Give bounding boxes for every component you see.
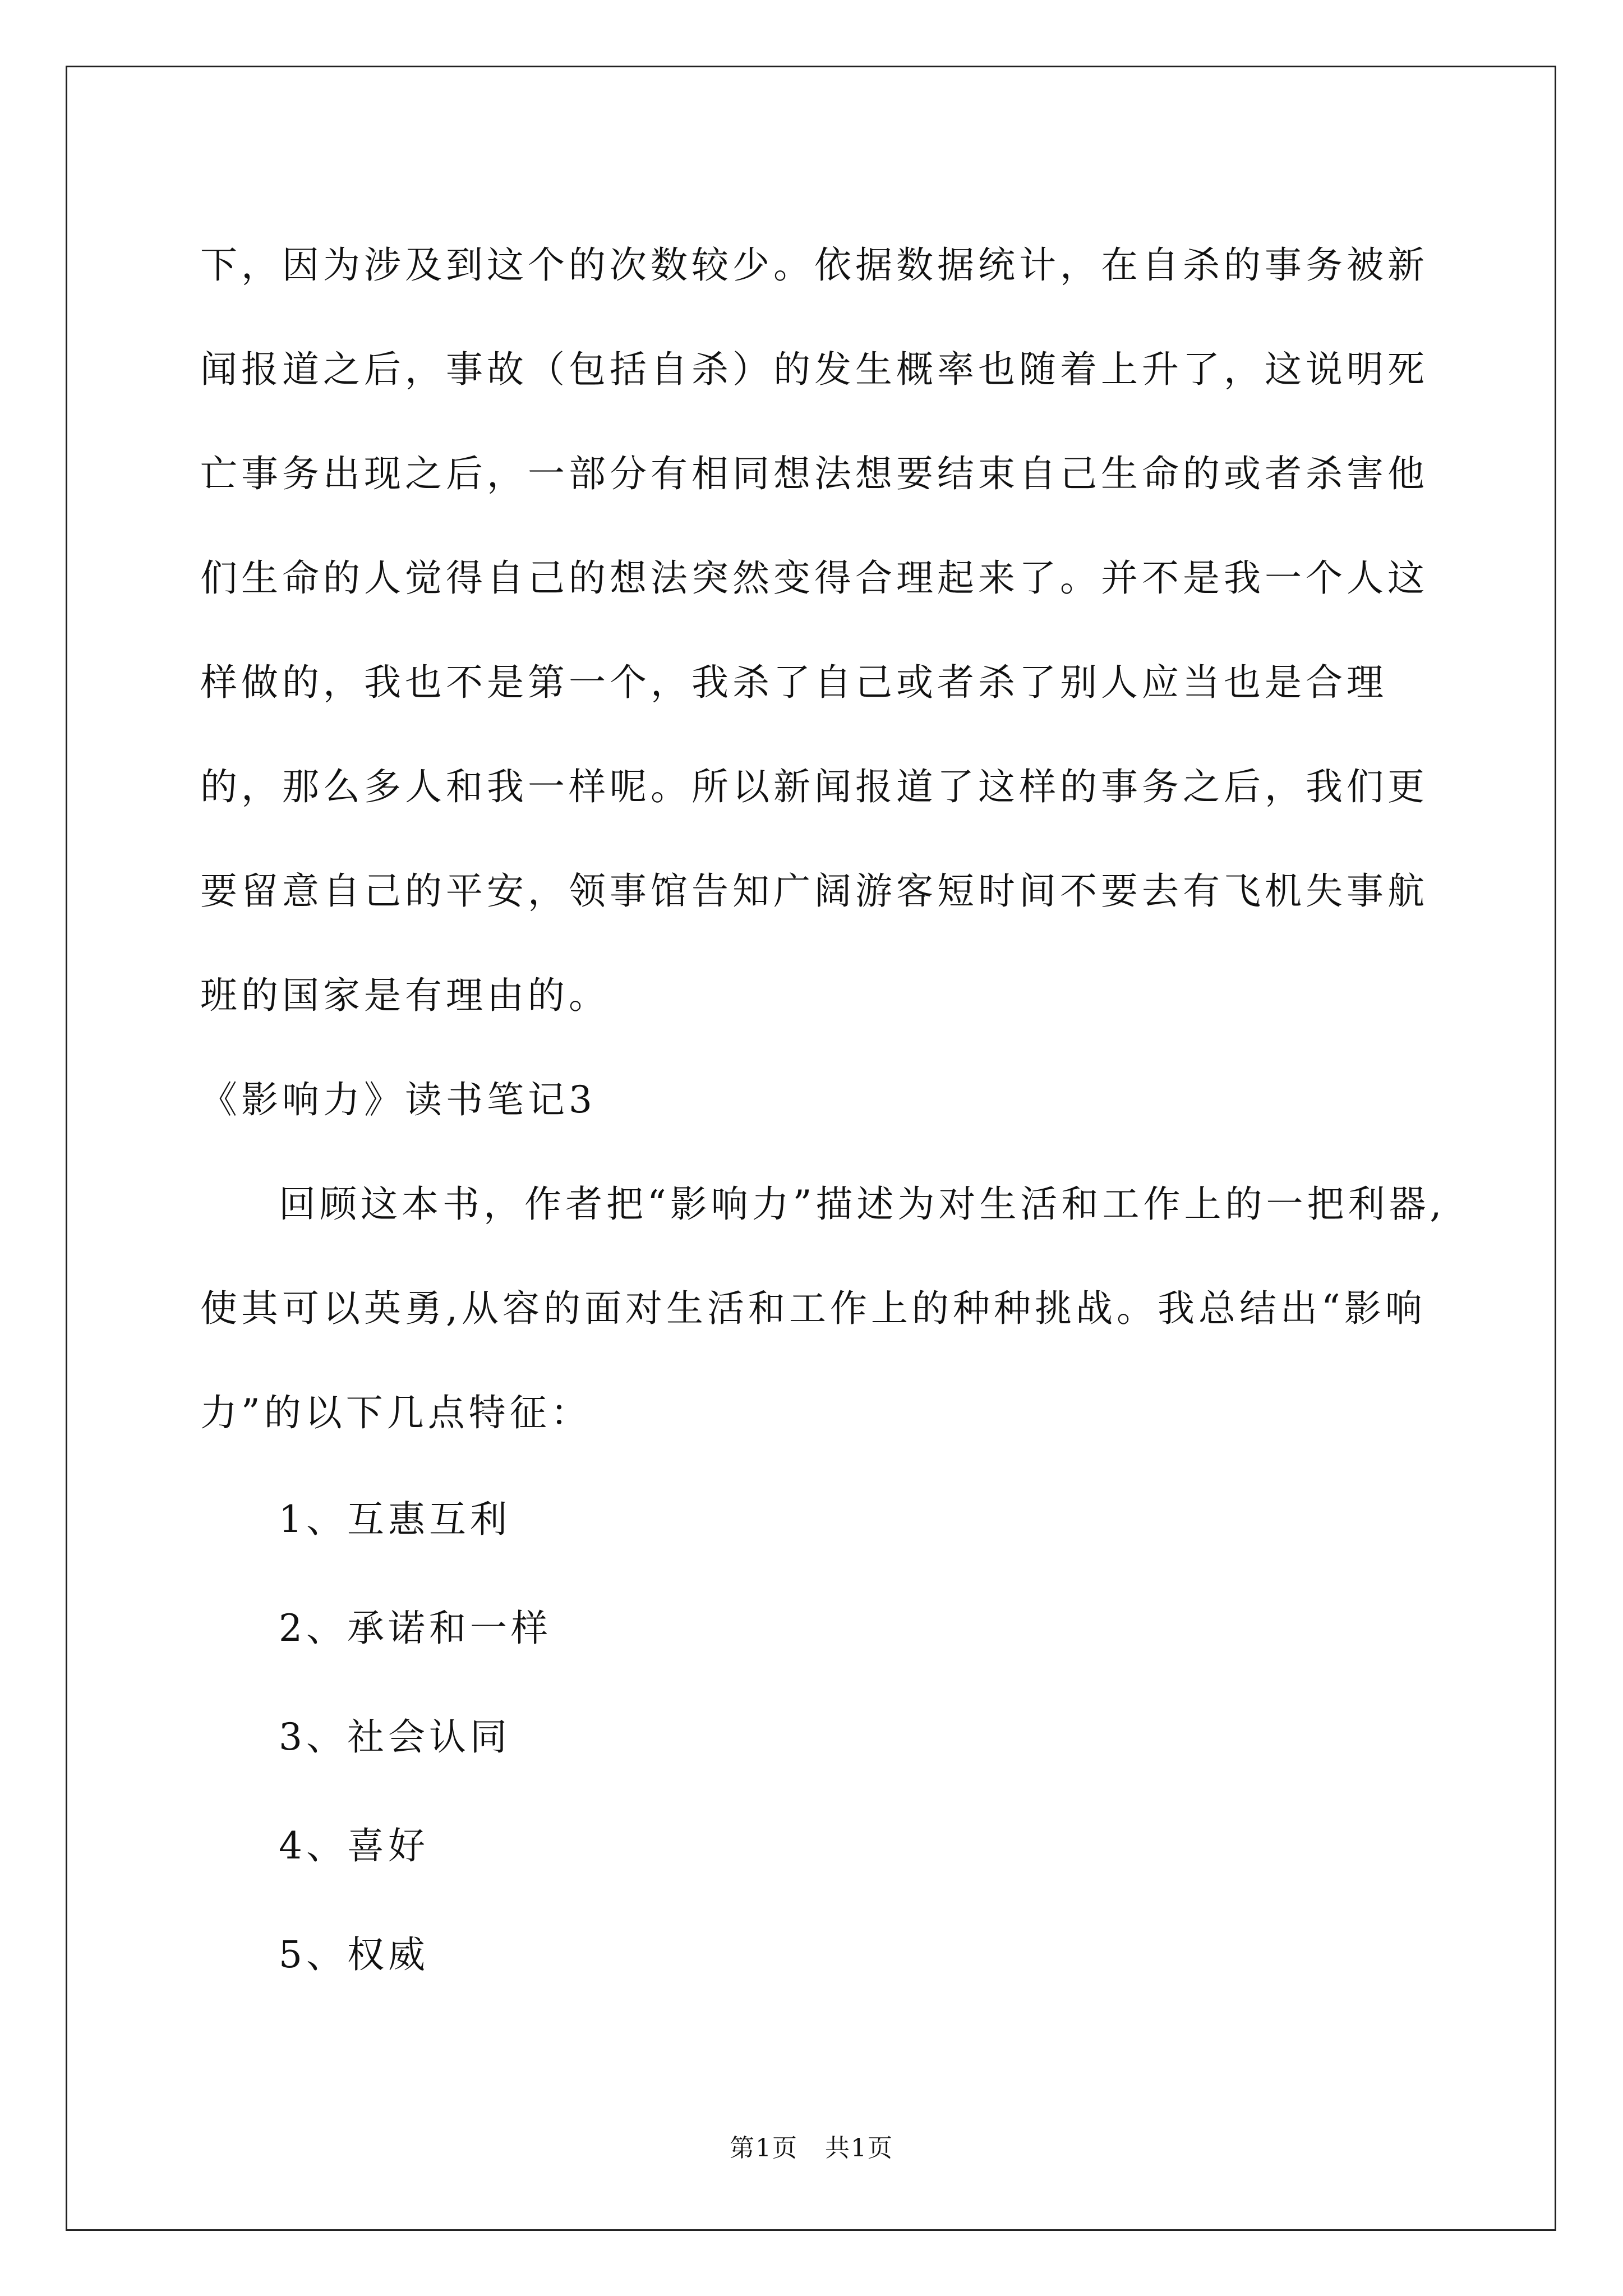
list-item: 5、权威 [279,1933,429,1976]
page-footer [0,2134,1623,2163]
continued-paragraph: 下，因为涉及到这个的次数较少。依据数据统计，在自杀的事务被新闻报道之后，事故（包括自杀）的发生概率也随着上升了，这说明死亡事务出现之后，一部分有相同想法想要结束自己生命的或者杀害他们生命的人觉得自己的想法突然变得合理起来了。并不是我一个人这样做的，我也不是第一个，我杀了自己或者杀了别人应当也是合理的，那么多人和我一样呢。所以新闻报道了这样的事务之后，我们更要留意自己的平安，领事馆告知广阔游客短时间不要去有飞机失事航班的国家是有理由的。 [200,243,1428,1017]
list-item: 3、社会认同 [279,1715,511,1759]
page-total: 共1页 [824,2134,893,2162]
section-heading: 《影响力》读书笔记3 [200,1078,596,1121]
document-body [200,213,1462,2009]
page-number: 第1页 [730,2134,799,2162]
intro-paragraph: 回顾这本书，作者把“影响力”描述为对生活和工作上的一把利器,使其可以英勇,从容的面对生活和工作上的种种挑战。我总结出“影响力”的以下几点特征： [200,1182,1446,1434]
list-item: 1、互惠互利 [279,1498,511,1541]
list-item: 2、承诺和一样 [279,1607,552,1650]
list-item: 4、喜好 [279,1824,429,1867]
